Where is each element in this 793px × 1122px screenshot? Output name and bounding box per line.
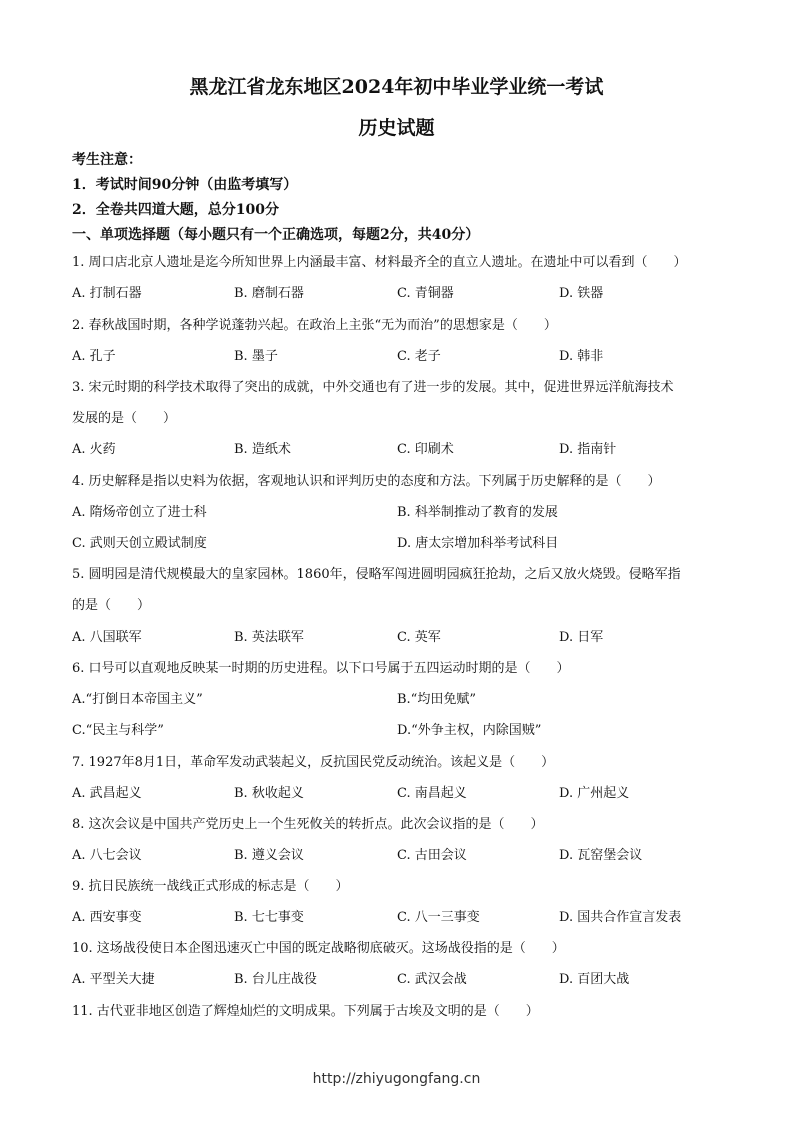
question-stem: 8. 这次会议是中国共产党历史上一个生死攸关的转折点。此次会议指的是（ ） xyxy=(72,817,544,832)
option: C. 老子 xyxy=(397,349,441,364)
question-stem: 6. 口号可以直观地反映某一时期的历史进程。以下口号属于五四运动时期的是（ ） xyxy=(72,661,570,676)
option: C. 南昌起义 xyxy=(397,786,467,801)
question-stem-continued: 发展的是（ ） xyxy=(72,411,177,426)
question-stem: 9. 抗日民族统一战线正式形成的标志是（ ） xyxy=(72,879,349,894)
option: B. 遵义会议 xyxy=(234,848,304,863)
option: C.“民主与科学” xyxy=(72,723,164,738)
option: A. 西安事变 xyxy=(72,910,142,925)
option: A. 武昌起义 xyxy=(72,786,142,801)
question-stem: 3. 宋元时期的科学技术取得了突出的成就，中外交通也有了进一步的发展。其中，促进世界远洋航海技术 xyxy=(72,380,674,395)
option: B. 磨制石器 xyxy=(234,286,304,301)
question-stem: 5. 圆明园是清代规模最大的皇家园林。1860年，侵略军闯进圆明园疯狂抢劫，之后又放火烧毁。侵略军指 xyxy=(72,567,681,582)
question-stem: 2. 春秋战国时期，各种学说蓬勃兴起。在政治上主张“无为而治”的思想家是（ ） xyxy=(72,318,557,333)
question-stem: 4. 历史解释是指以史料为依据，客观地认识和评判历史的态度和方法。下列属于历史解释的是（ ） xyxy=(72,474,661,489)
option: D. 瓦窑堡会议 xyxy=(559,848,643,863)
question-stem: 7. 1927年8月1日，革命军发动武装起义，反抗国民党反动统治。该起义是（ ） xyxy=(72,755,555,770)
footer-url: http://zhiyugongfang.cn xyxy=(312,1071,481,1087)
option: A. 隋炀帝创立了进士科 xyxy=(72,505,207,520)
option: C. 武则天创立殿试制度 xyxy=(72,536,207,551)
option: B. 七七事变 xyxy=(234,910,304,925)
option: B. 造纸术 xyxy=(234,442,291,457)
question-stem: 1. 周口店北京人遗址是迄今所知世界上内涵最丰富、材料最齐全的直立人遗址。在遗址中可以看到（ ） xyxy=(72,255,687,270)
notice-heading: 考生注意： xyxy=(72,152,142,168)
option: D. 日军 xyxy=(559,630,604,645)
option: D. 铁器 xyxy=(559,286,604,301)
exam-subtitle: 历史试题 xyxy=(358,117,435,139)
option: B. 墨子 xyxy=(234,349,278,364)
option: D. 唐太宗增加科举考试科目 xyxy=(397,536,559,551)
option: D. 指南针 xyxy=(559,442,617,457)
option: B.“均田免赋” xyxy=(397,692,476,707)
exam-notice xyxy=(72,148,479,248)
option: A. 孔子 xyxy=(72,349,116,364)
question-stem: 10. 这场战役使日本企图迅速灭亡中国的既定战略彻底破灭。这场战役指的是（ ） xyxy=(72,941,565,956)
question-stem: 11. 古代亚非地区创造了辉煌灿烂的文明成果。下列属于古埃及文明的是（ ） xyxy=(72,1004,539,1019)
option: C. 武汉会战 xyxy=(397,972,467,987)
option: D.“外争主权，内除国贼” xyxy=(397,723,542,738)
section-heading: 一、单项选择题（每小题只有一个正确选项，每题2分，共40分） xyxy=(72,227,480,243)
option: C. 青铜器 xyxy=(397,286,454,301)
option: A. 八国联军 xyxy=(72,630,142,645)
option: A. 火药 xyxy=(72,442,116,457)
option: B. 英法联军 xyxy=(234,630,304,645)
notice-item: 2．全卷共四道大题，总分100分 xyxy=(72,202,279,218)
option: C. 八一三事变 xyxy=(397,910,480,925)
option: D. 百团大战 xyxy=(559,972,630,987)
notice-item: 1．考试时间90分钟（由监考填写） xyxy=(72,177,298,193)
option: C. 英军 xyxy=(397,630,441,645)
option: D. 韩非 xyxy=(559,349,604,364)
option: A.“打倒日本帝国主义” xyxy=(72,692,203,707)
option: D. 国共合作宣言发表 xyxy=(559,910,682,925)
exam-title: 黑龙江省龙东地区2024年初中毕业学业统一考试 xyxy=(189,76,604,98)
option: D. 广州起义 xyxy=(559,786,630,801)
option: C. 古田会议 xyxy=(397,848,467,863)
option: A. 八七会议 xyxy=(72,848,142,863)
option: B. 科举制推动了教育的发展 xyxy=(397,505,558,520)
question-stem-continued: 的是（ ） xyxy=(72,598,151,613)
option: C. 印刷术 xyxy=(397,442,454,457)
option: B. 台儿庄战役 xyxy=(234,972,317,987)
option: A. 打制石器 xyxy=(72,286,142,301)
option: B. 秋收起义 xyxy=(234,786,304,801)
option: A. 平型关大捷 xyxy=(72,972,155,987)
